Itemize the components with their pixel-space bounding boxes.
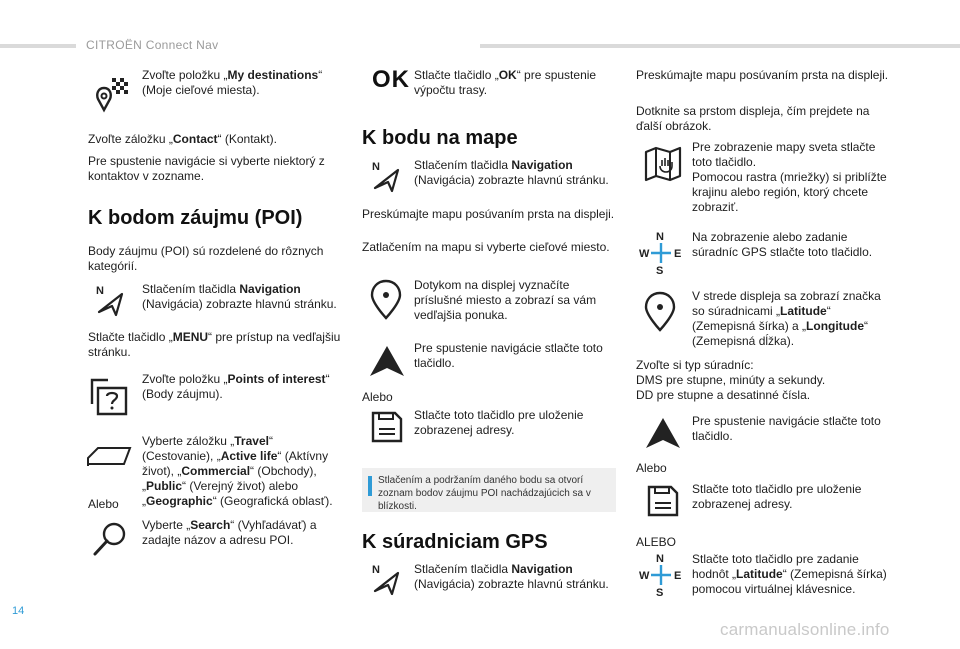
tabs-text: Vyberte záložku „Travel“ (Cestovanie), „Active life“ (Aktívny život), „Commercial“ (Obchody), „Public“ (Verejný život) alebo „Geographic“ (Geografická oblasť). xyxy=(142,434,333,508)
header-rule-right xyxy=(480,44,960,48)
gps-coords-text: Na zobrazenie alebo zadanie súradníc GPS stlačte toto tlačidlo. xyxy=(692,230,873,259)
explore-map-text-mid: Preskúmajte mapu posúvaním prsta na displeji. xyxy=(362,207,615,221)
poi-question-icon xyxy=(88,374,132,418)
svg-text:W: W xyxy=(639,570,650,582)
header-brand: CITROËN Connect Nav xyxy=(86,38,219,52)
info-accent-bar xyxy=(368,476,372,496)
save-text-right: Stlačte toto tlačidlo pre uloženie zobrazenej adresy. xyxy=(692,482,862,511)
svg-text:E: E xyxy=(674,570,682,582)
poi-heading: K bodom záujmu (POI) xyxy=(88,207,303,229)
navigation-text-2: Stlačením tlačidla Navigation (Navigácia) zobrazte hlavnú stránku. xyxy=(414,158,609,187)
navigation-arrow-icon xyxy=(370,158,406,194)
header-rule-left xyxy=(0,44,76,48)
navigation-text-3: Stlačením tlačidla Navigation (Navigácia) zobrazte hlavnú stránku. xyxy=(414,562,609,591)
my-destinations-text: Zvoľte položku „My destinations“ (Moje cieľové miesta). xyxy=(142,68,323,97)
map-pin-icon xyxy=(640,290,680,332)
start-navigation-text-mid: Pre spustenie navigácie stlačte toto tlačidlo. xyxy=(414,341,603,370)
map-pin-icon xyxy=(366,278,406,320)
touch-next-text: Dotknite sa prstom displeja, čím prejdete na ďalší obrázok. xyxy=(636,104,870,133)
world-map-icon xyxy=(642,144,684,184)
svg-text:S: S xyxy=(656,265,664,276)
svg-text:N: N xyxy=(372,564,380,576)
marker-text: V strede displeja sa zobrazí značka so súradnicami „Latitude“ (Zemepisná šírka) a „Longitude“ (Zemepisná dĺžka). xyxy=(692,289,881,348)
tab-folder-icon xyxy=(86,444,132,470)
or-label-mid: Alebo xyxy=(362,390,393,404)
or-caps-label: ALEBO xyxy=(636,535,677,549)
ok-icon: OK xyxy=(372,66,410,93)
gps-compass-icon xyxy=(638,230,684,276)
navigation-arrow-icon xyxy=(94,282,130,318)
ok-text: Stlačte tlačidlo „OK“ pre spustenie výpočtu trasy. xyxy=(414,68,597,97)
save-icon xyxy=(370,410,404,444)
save-text-mid: Stlačte toto tlačidlo pre uloženie zobrazenej adresy. xyxy=(414,408,584,437)
start-navigation-icon xyxy=(644,416,682,450)
or-label-left: Alebo xyxy=(88,497,119,511)
navigation-text-1: Stlačením tlačidla Navigation (Navigácia) zobrazte hlavnú stránku. xyxy=(142,282,337,311)
watermark: carmanualsonline.info xyxy=(720,620,890,639)
save-icon xyxy=(646,484,680,518)
map-view-text: Pre zobrazenie mapy sveta stlačte toto tlačidlo. Pomocou rastra (mriežky) si priblížte krajinu alebo región, ktorý chcete zobraziť. xyxy=(692,140,887,214)
explore-map-text-right: Preskúmajte mapu posúvaním prsta na displeji. xyxy=(636,68,889,82)
svg-text:W: W xyxy=(639,248,650,260)
info-box xyxy=(362,468,616,512)
poi-select-text: Zvoľte položku „Points of interest“ (Body záujmu). xyxy=(142,372,330,401)
navigation-arrow-icon xyxy=(370,561,406,597)
enter-coords-text: Stlačte toto tlačidlo pre zadanie hodnôt „Latitude“ (Zemepisná šírka) pomocou virtuálnej klávesnice. xyxy=(692,552,887,596)
contact-text: Zvoľte záložku „Contact“ (Kontakt). xyxy=(88,132,277,146)
gps-heading: K súradniciam GPS xyxy=(362,531,548,553)
svg-text:N: N xyxy=(656,231,664,243)
start-navigation-text-right: Pre spustenie navigácie stlačte toto tlačidlo. xyxy=(692,414,881,443)
svg-text:S: S xyxy=(656,587,664,598)
or-label-right: Alebo xyxy=(636,461,667,475)
magnifier-icon xyxy=(90,520,130,560)
contact-nav-text: Pre spustenie navigácie si vyberte niektorý z kontaktov v zozname. xyxy=(88,154,325,183)
info-text: Stlačením a podržaním daného bodu sa otvorí zoznam bodov záujmu POI nachádzajúcich sa v blízkosti. xyxy=(378,475,591,512)
start-navigation-icon xyxy=(368,344,406,378)
svg-text:N: N xyxy=(96,285,104,297)
svg-text:N: N xyxy=(372,161,380,173)
menu-text: Stlačte tlačidlo „MENU“ pre prístup na vedľajšiu stránku. xyxy=(88,330,341,359)
map-heading: K bodu na mape xyxy=(362,127,518,149)
poi-intro: Body záujmu (POI) sú rozdelené do rôznych kategórií. xyxy=(88,244,324,273)
coord-type-text: Zvoľte si typ súradníc: DMS pre stupne, minúty a sekundy. DD pre stupne a desatinné čísla. xyxy=(636,358,826,402)
svg-text:E: E xyxy=(674,248,682,260)
checkered-flag-pin-icon xyxy=(92,74,132,114)
page-number: 14 xyxy=(12,605,25,617)
svg-text:N: N xyxy=(656,553,664,565)
search-text: Vyberte „Search“ (Vyhľadávať) a zadajte názov a adresu POI. xyxy=(142,518,317,547)
gps-compass-icon xyxy=(638,552,684,598)
touch-pin-text: Dotykom na displej vyznačíte príslušné miesto a zobrazí sa vám vedľajšia ponuka. xyxy=(414,278,597,322)
press-map-text: Zatlačením na mapu si vyberte cieľové miesto. xyxy=(362,240,610,254)
